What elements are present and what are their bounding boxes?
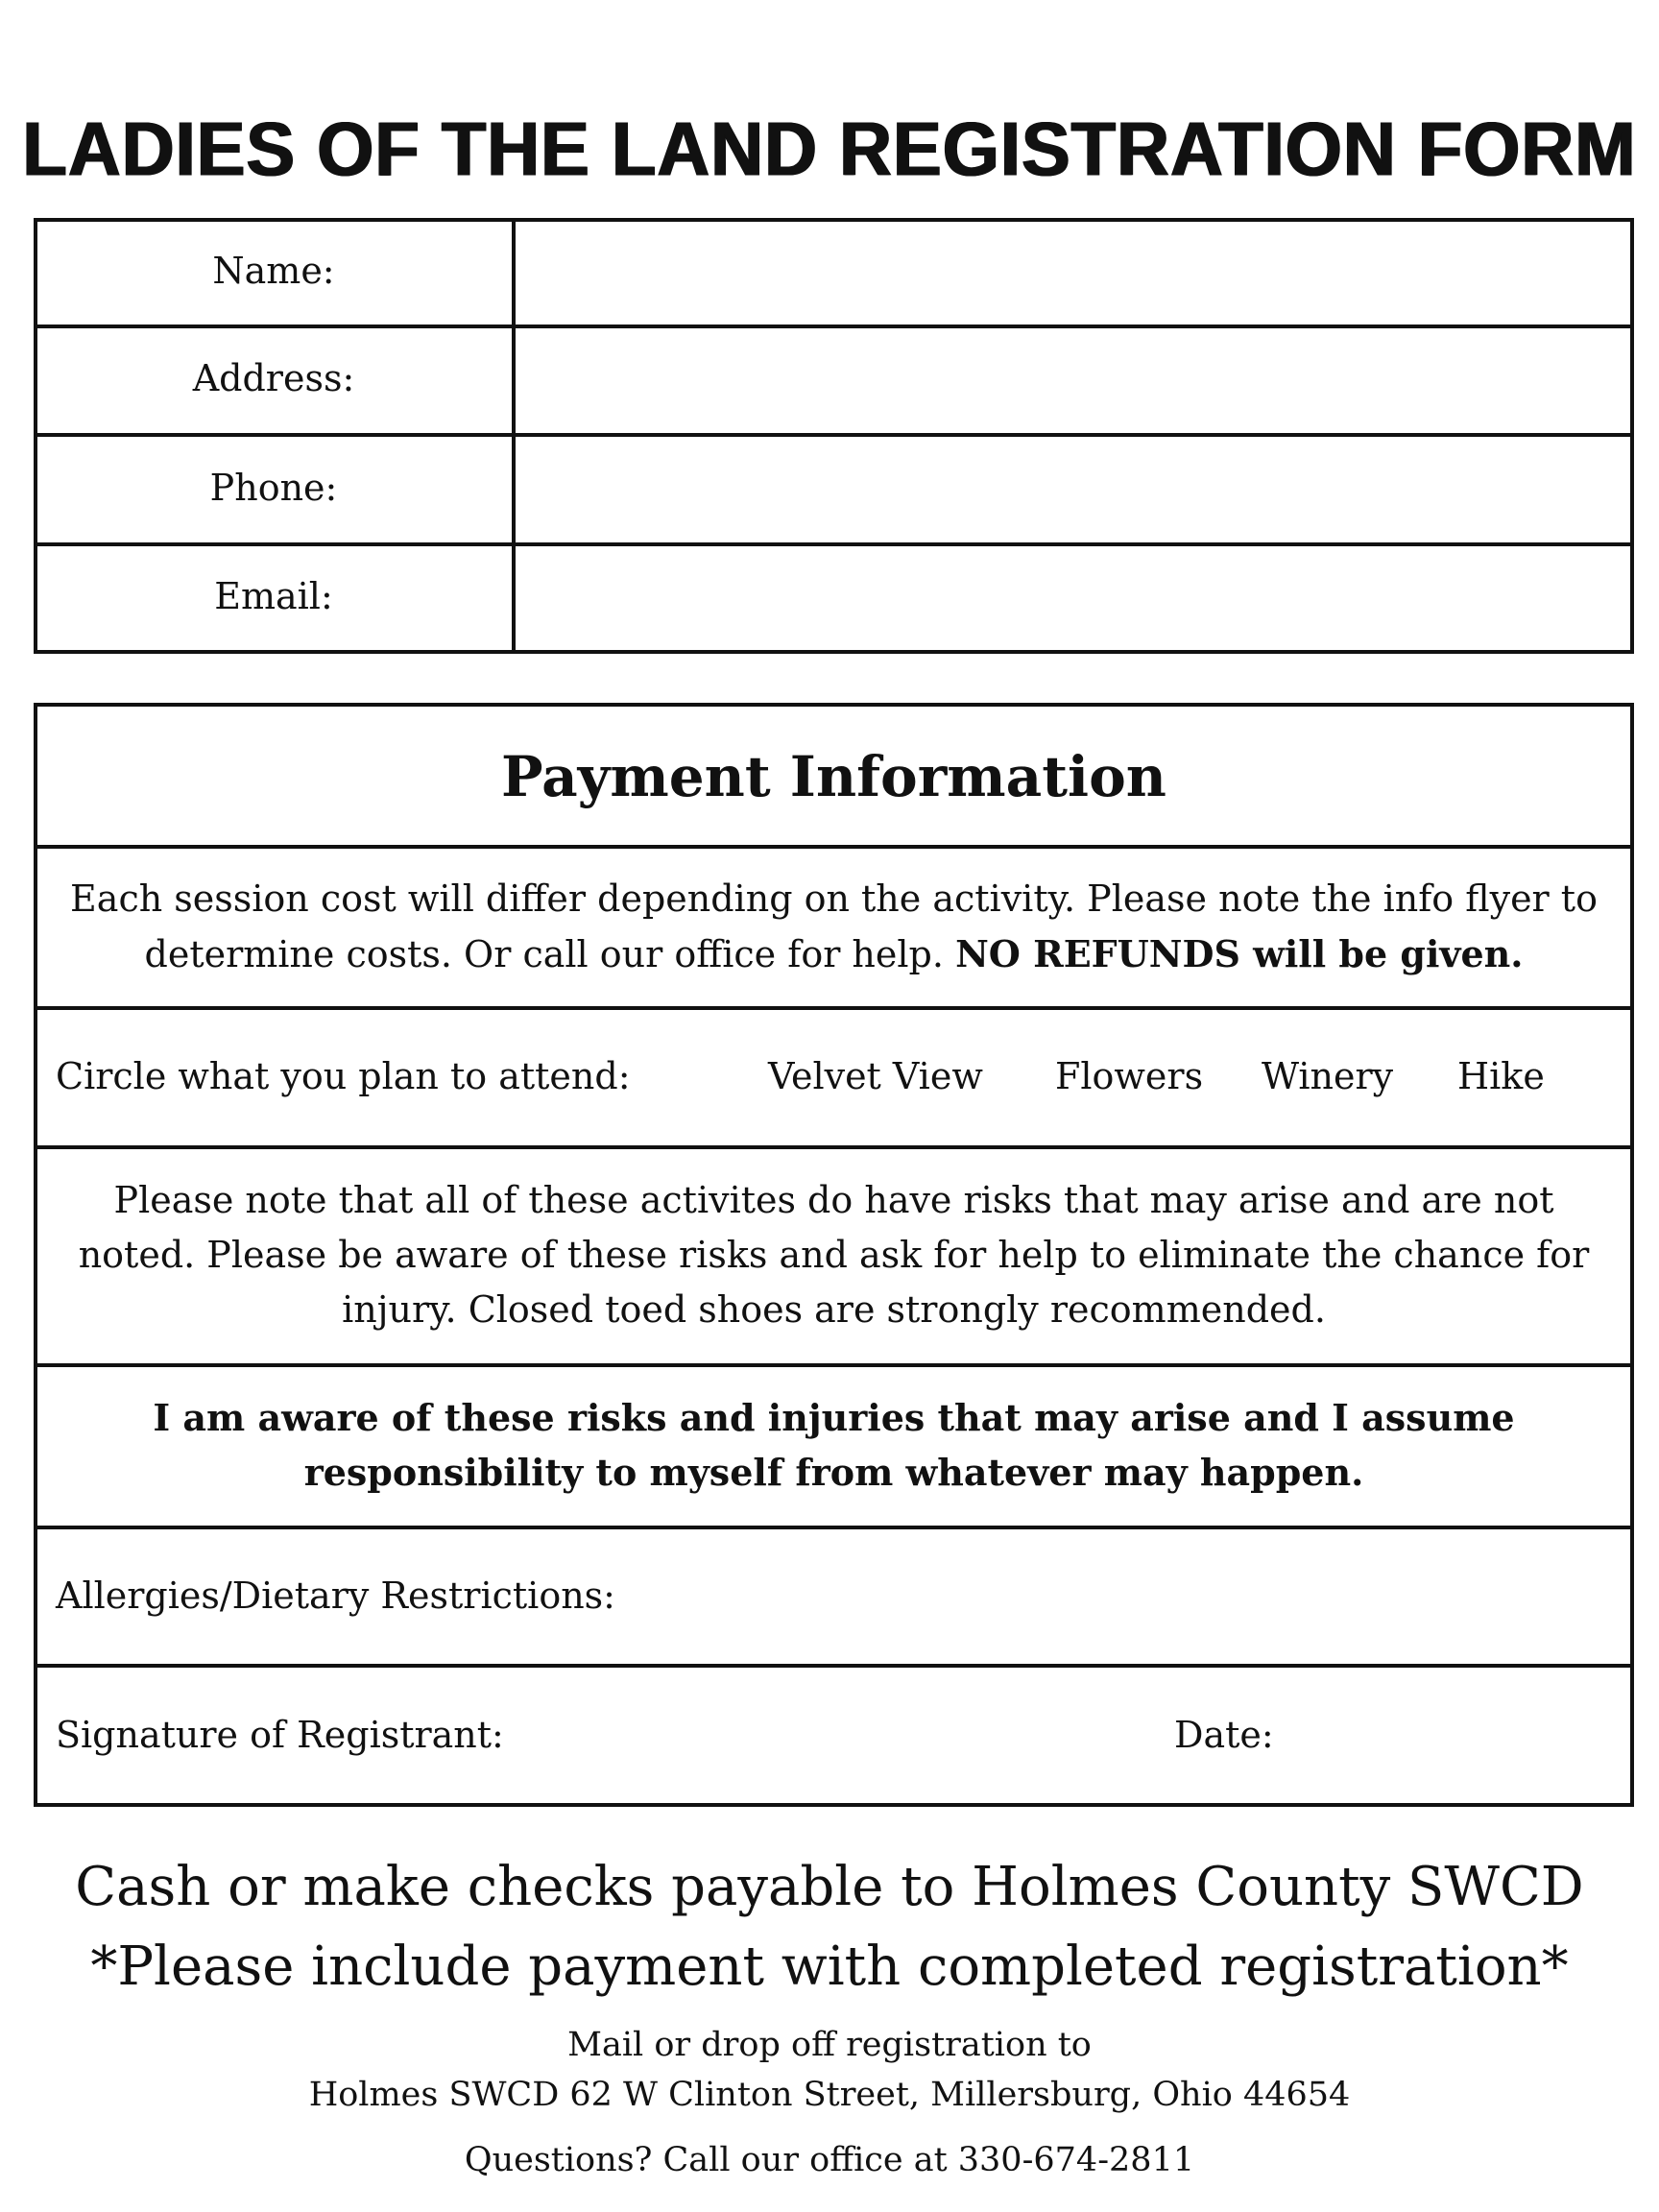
email-field[interactable] bbox=[518, 546, 1630, 650]
date-field[interactable] bbox=[1286, 1671, 1627, 1801]
payment-heading: Payment Information bbox=[501, 744, 1166, 809]
risk-note: Please note that all of these activites do have risks that may arise and are not noted. Please be aware of these risks and ask for help to eliminate the chance for injury. Closed toed shoes are strongly recommended. bbox=[78, 1179, 1590, 1331]
payable-note: Cash or make checks payable to Holmes County SWCD bbox=[75, 1856, 1584, 1918]
cost-note bbox=[53, 872, 1615, 982]
acknowledgement: I am aware of these risks and injuries that may arise and I assume responsibility to myself from whatever may happen. bbox=[153, 1396, 1515, 1494]
option-velvet-view[interactable]: Velvet View bbox=[768, 1055, 983, 1097]
allergies-field[interactable] bbox=[653, 1531, 1627, 1662]
signature-field[interactable] bbox=[538, 1671, 1152, 1801]
address-label: Address: bbox=[192, 357, 355, 399]
option-hike[interactable]: Hike bbox=[1457, 1055, 1545, 1097]
address-field[interactable] bbox=[518, 328, 1630, 433]
divider bbox=[34, 1526, 1634, 1529]
phone-field[interactable] bbox=[518, 437, 1630, 542]
name-field[interactable] bbox=[518, 222, 1630, 325]
option-flowers[interactable]: Flowers bbox=[1055, 1055, 1204, 1097]
signature-label: Signature of Registrant: bbox=[56, 1714, 504, 1756]
include-payment-note: *Please include payment with completed registration* bbox=[90, 1936, 1569, 1998]
circle-label: Circle what you plan to attend: bbox=[56, 1055, 631, 1097]
divider bbox=[34, 1145, 1634, 1149]
phone-label: Phone: bbox=[209, 467, 338, 509]
divider bbox=[34, 845, 1634, 849]
email-label: Email: bbox=[214, 575, 333, 617]
mail-note: Mail or drop off registration to bbox=[567, 2026, 1092, 2064]
name-label: Name: bbox=[212, 250, 335, 292]
divider bbox=[34, 1363, 1634, 1367]
divider bbox=[34, 1664, 1634, 1668]
questions-phone: Questions? Call our office at 330-674-2811 bbox=[464, 2141, 1195, 2179]
date-label: Date: bbox=[1174, 1714, 1274, 1756]
mailing-address: Holmes SWCD 62 W Clinton Street, Millersburg, Ohio 44654 bbox=[308, 2076, 1351, 2114]
option-winery[interactable]: Winery bbox=[1262, 1055, 1394, 1097]
allergies-label: Allergies/Dietary Restrictions: bbox=[56, 1575, 615, 1617]
form-title: LADIES OF THE LAND REGISTRATION FORM bbox=[22, 106, 1637, 193]
cost-note-text: Each session cost will differ depending on the activity. Please note the info flyer to determine costs. Or call our office for help. bbox=[70, 878, 1598, 975]
no-refunds-text: NO REFUNDS will be given. bbox=[955, 932, 1524, 975]
divider bbox=[34, 1006, 1634, 1010]
